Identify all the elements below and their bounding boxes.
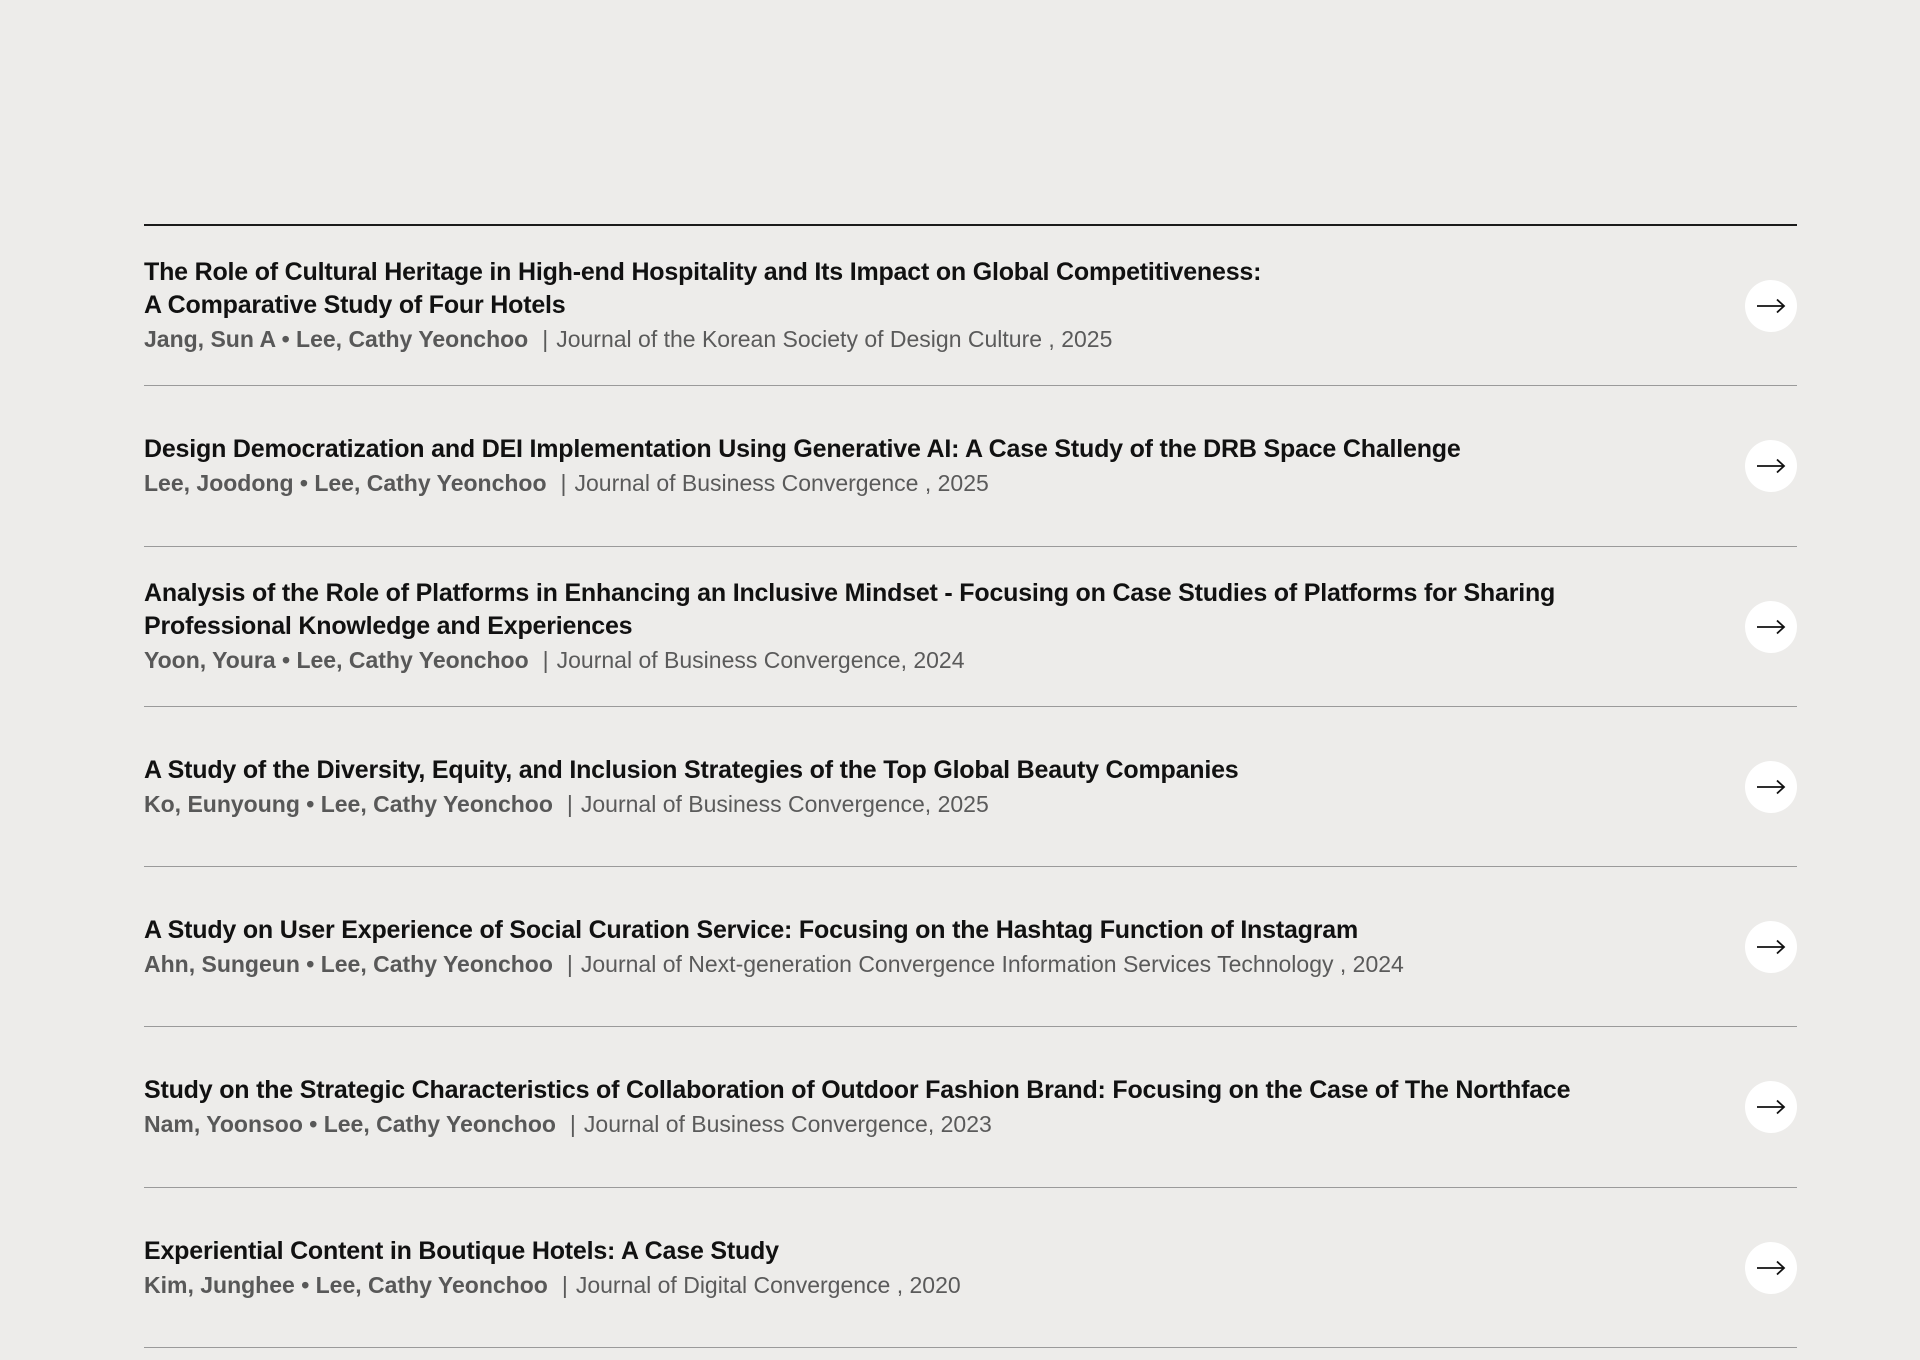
publication-title[interactable]	[144, 256, 1667, 322]
arrow-right-icon[interactable]	[1745, 601, 1797, 653]
arrow-right-icon[interactable]	[1745, 440, 1797, 492]
publication-title-line: Study on the Strategic Characteristics of Collaboration of Outdoor Fashion Brand: Focusing on the Case of The Northface	[144, 1076, 1571, 1104]
publication-authors: Jang, Sun A • Lee, Cathy Yeonchoo	[144, 326, 529, 352]
meta-separator: |	[542, 647, 549, 673]
publication-journal: Journal of Business Convergence, 2025	[580, 790, 989, 817]
meta-separator: |	[561, 1271, 568, 1298]
publication-title[interactable]	[144, 1235, 1667, 1268]
publication-item	[144, 1027, 1797, 1188]
publication-meta	[144, 789, 1667, 820]
publication-title[interactable]	[144, 577, 1667, 643]
publication-title[interactable]	[144, 754, 1667, 787]
publication-meta	[144, 645, 1667, 676]
meta-separator: |	[569, 1111, 576, 1137]
meta-separator: |	[566, 950, 573, 977]
publication-authors: Lee, Joodong • Lee, Cathy Yeonchoo	[144, 470, 547, 496]
publication-authors: Nam, Yoonsoo • Lee, Cathy Yeonchoo	[144, 1111, 556, 1137]
publication-journal: Journal of the Korean Society of Design Culture , 2025	[556, 326, 1113, 352]
publication-title-line: The Role of Cultural Heritage in High-end Hospitality and Its Impact on Global Competitiveness:	[144, 258, 1262, 286]
publication-authors: Kim, Junghee • Lee, Cathy Yeonchoo	[144, 1271, 548, 1298]
publication-title[interactable]	[144, 914, 1667, 947]
arrow-right-icon[interactable]	[1745, 1242, 1797, 1294]
publication-item	[144, 707, 1797, 867]
publication-item	[144, 547, 1797, 707]
publication-authors: Ahn, Sungeun • Lee, Cathy Yeonchoo	[144, 950, 553, 977]
meta-separator: |	[542, 326, 549, 352]
meta-separator: |	[560, 470, 567, 496]
publication-authors: Ko, Eunyoung • Lee, Cathy Yeonchoo	[144, 790, 553, 817]
publication-journal: Journal of Digital Convergence , 2020	[575, 1271, 961, 1298]
publication-meta	[144, 1270, 1667, 1301]
publication-journal: Journal of Business Convergence, 2023	[583, 1111, 992, 1137]
publication-meta	[144, 324, 1667, 355]
arrow-right-icon[interactable]	[1745, 280, 1797, 332]
publication-title-line: Experiential Content in Boutique Hotels: A Case Study	[144, 1236, 779, 1265]
publication-title[interactable]	[144, 1074, 1667, 1107]
publication-item	[144, 1188, 1797, 1348]
publication-meta	[144, 1109, 1667, 1140]
publication-item	[144, 386, 1797, 547]
publication-journal: Journal of Business Convergence, 2024	[556, 647, 965, 673]
publication-list	[144, 224, 1797, 1348]
publication-meta	[144, 468, 1667, 499]
publication-title-line: Professional Knowledge and Experiences	[144, 612, 633, 640]
publication-journal: Journal of Next-generation Convergence Information Services Technology , 2024	[580, 950, 1404, 977]
publication-authors: Yoon, Youra • Lee, Cathy Yeonchoo	[144, 647, 529, 673]
arrow-right-icon[interactable]	[1745, 921, 1797, 973]
publication-item	[144, 867, 1797, 1027]
meta-separator: |	[566, 790, 573, 817]
publication-item	[144, 226, 1797, 386]
publication-title-line: Design Democratization and DEI Implementation Using Generative AI: A Case Study of the DRB Space Challenge	[144, 435, 1461, 463]
publication-title-line: A Study of the Diversity, Equity, and Inclusion Strategies of the Top Global Beauty Companies	[144, 755, 1239, 784]
arrow-right-icon[interactable]	[1745, 1081, 1797, 1133]
publication-title[interactable]	[144, 433, 1667, 466]
publication-title-line: Analysis of the Role of Platforms in Enhancing an Inclusive Mindset - Focusing on Case Studies of Platforms for Sharing	[144, 579, 1556, 607]
publication-title-line: A Comparative Study of Four Hotels	[144, 291, 566, 319]
publication-title-line: A Study on User Experience of Social Curation Service: Focusing on the Hashtag Function of Instagram	[144, 915, 1358, 944]
arrow-right-icon[interactable]	[1745, 761, 1797, 813]
publication-meta	[144, 949, 1667, 980]
publication-journal: Journal of Business Convergence , 2025	[574, 470, 989, 496]
